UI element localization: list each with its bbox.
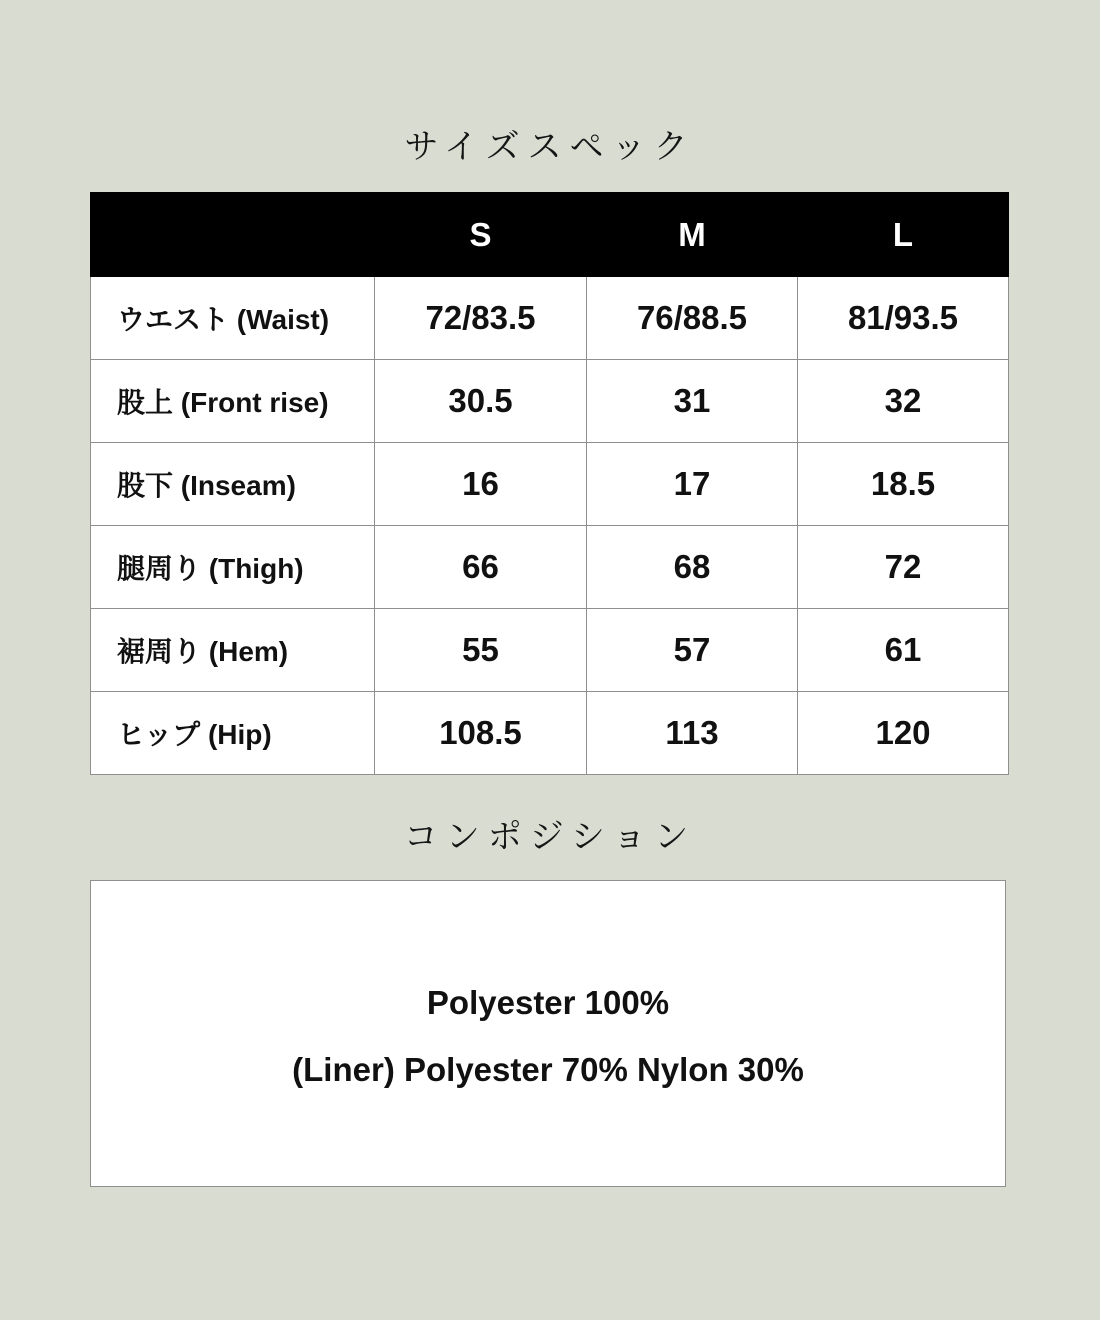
header-cell-m: M xyxy=(587,193,798,277)
table-row-waist xyxy=(91,277,1009,360)
composition-line-liner: (Liner) Polyester 70% Nylon 30% xyxy=(292,1050,804,1088)
cell-waist-m: 76/88.5 xyxy=(587,277,798,360)
row-label-front-rise: 股上 (Front rise) xyxy=(91,360,375,443)
cell-front-rise-m: 31 xyxy=(587,360,798,443)
cell-thigh-l: 72 xyxy=(798,526,1009,609)
cell-hem-l: 61 xyxy=(798,609,1009,692)
cell-inseam-m: 17 xyxy=(587,443,798,526)
cell-front-rise-s: 30.5 xyxy=(375,360,587,443)
table-row-thigh xyxy=(91,526,1009,609)
size-spec-title: サイズスペック xyxy=(404,129,696,166)
cell-front-rise-l: 32 xyxy=(798,360,1009,443)
cell-inseam-s: 16 xyxy=(375,443,587,526)
cell-hem-s: 55 xyxy=(375,609,587,692)
table-row-front-rise xyxy=(91,360,1009,443)
cell-hem-m: 57 xyxy=(587,609,798,692)
table-header-row xyxy=(91,193,1009,277)
row-label-inseam: 股下 (Inseam) xyxy=(91,443,375,526)
cell-waist-l: 81/93.5 xyxy=(798,277,1009,360)
cell-thigh-s: 66 xyxy=(375,526,587,609)
row-label-hip: ヒップ (Hip) xyxy=(91,692,375,775)
cell-hip-s: 108.5 xyxy=(375,692,587,775)
composition-box xyxy=(90,880,1006,1187)
composition-line-shell: Polyester 100% xyxy=(426,983,670,1021)
row-label-thigh: 腿周り (Thigh) xyxy=(91,526,375,609)
table-row-hem xyxy=(91,609,1009,692)
table-row-hip xyxy=(91,692,1009,775)
composition-title: コンポジション xyxy=(403,819,697,856)
cell-hip-l: 120 xyxy=(798,692,1009,775)
header-cell-empty xyxy=(91,193,375,277)
cell-inseam-l: 18.5 xyxy=(798,443,1009,526)
cell-hip-m: 113 xyxy=(587,692,798,775)
cell-waist-s: 72/83.5 xyxy=(375,277,587,360)
table-row-inseam xyxy=(91,443,1009,526)
row-label-hem: 裾周り (Hem) xyxy=(91,609,375,692)
size-spec-table xyxy=(90,192,1009,775)
cell-thigh-m: 68 xyxy=(587,526,798,609)
header-cell-l: L xyxy=(798,193,1009,277)
row-label-waist: ウエスト (Waist) xyxy=(91,277,375,360)
header-cell-s: S xyxy=(375,193,587,277)
